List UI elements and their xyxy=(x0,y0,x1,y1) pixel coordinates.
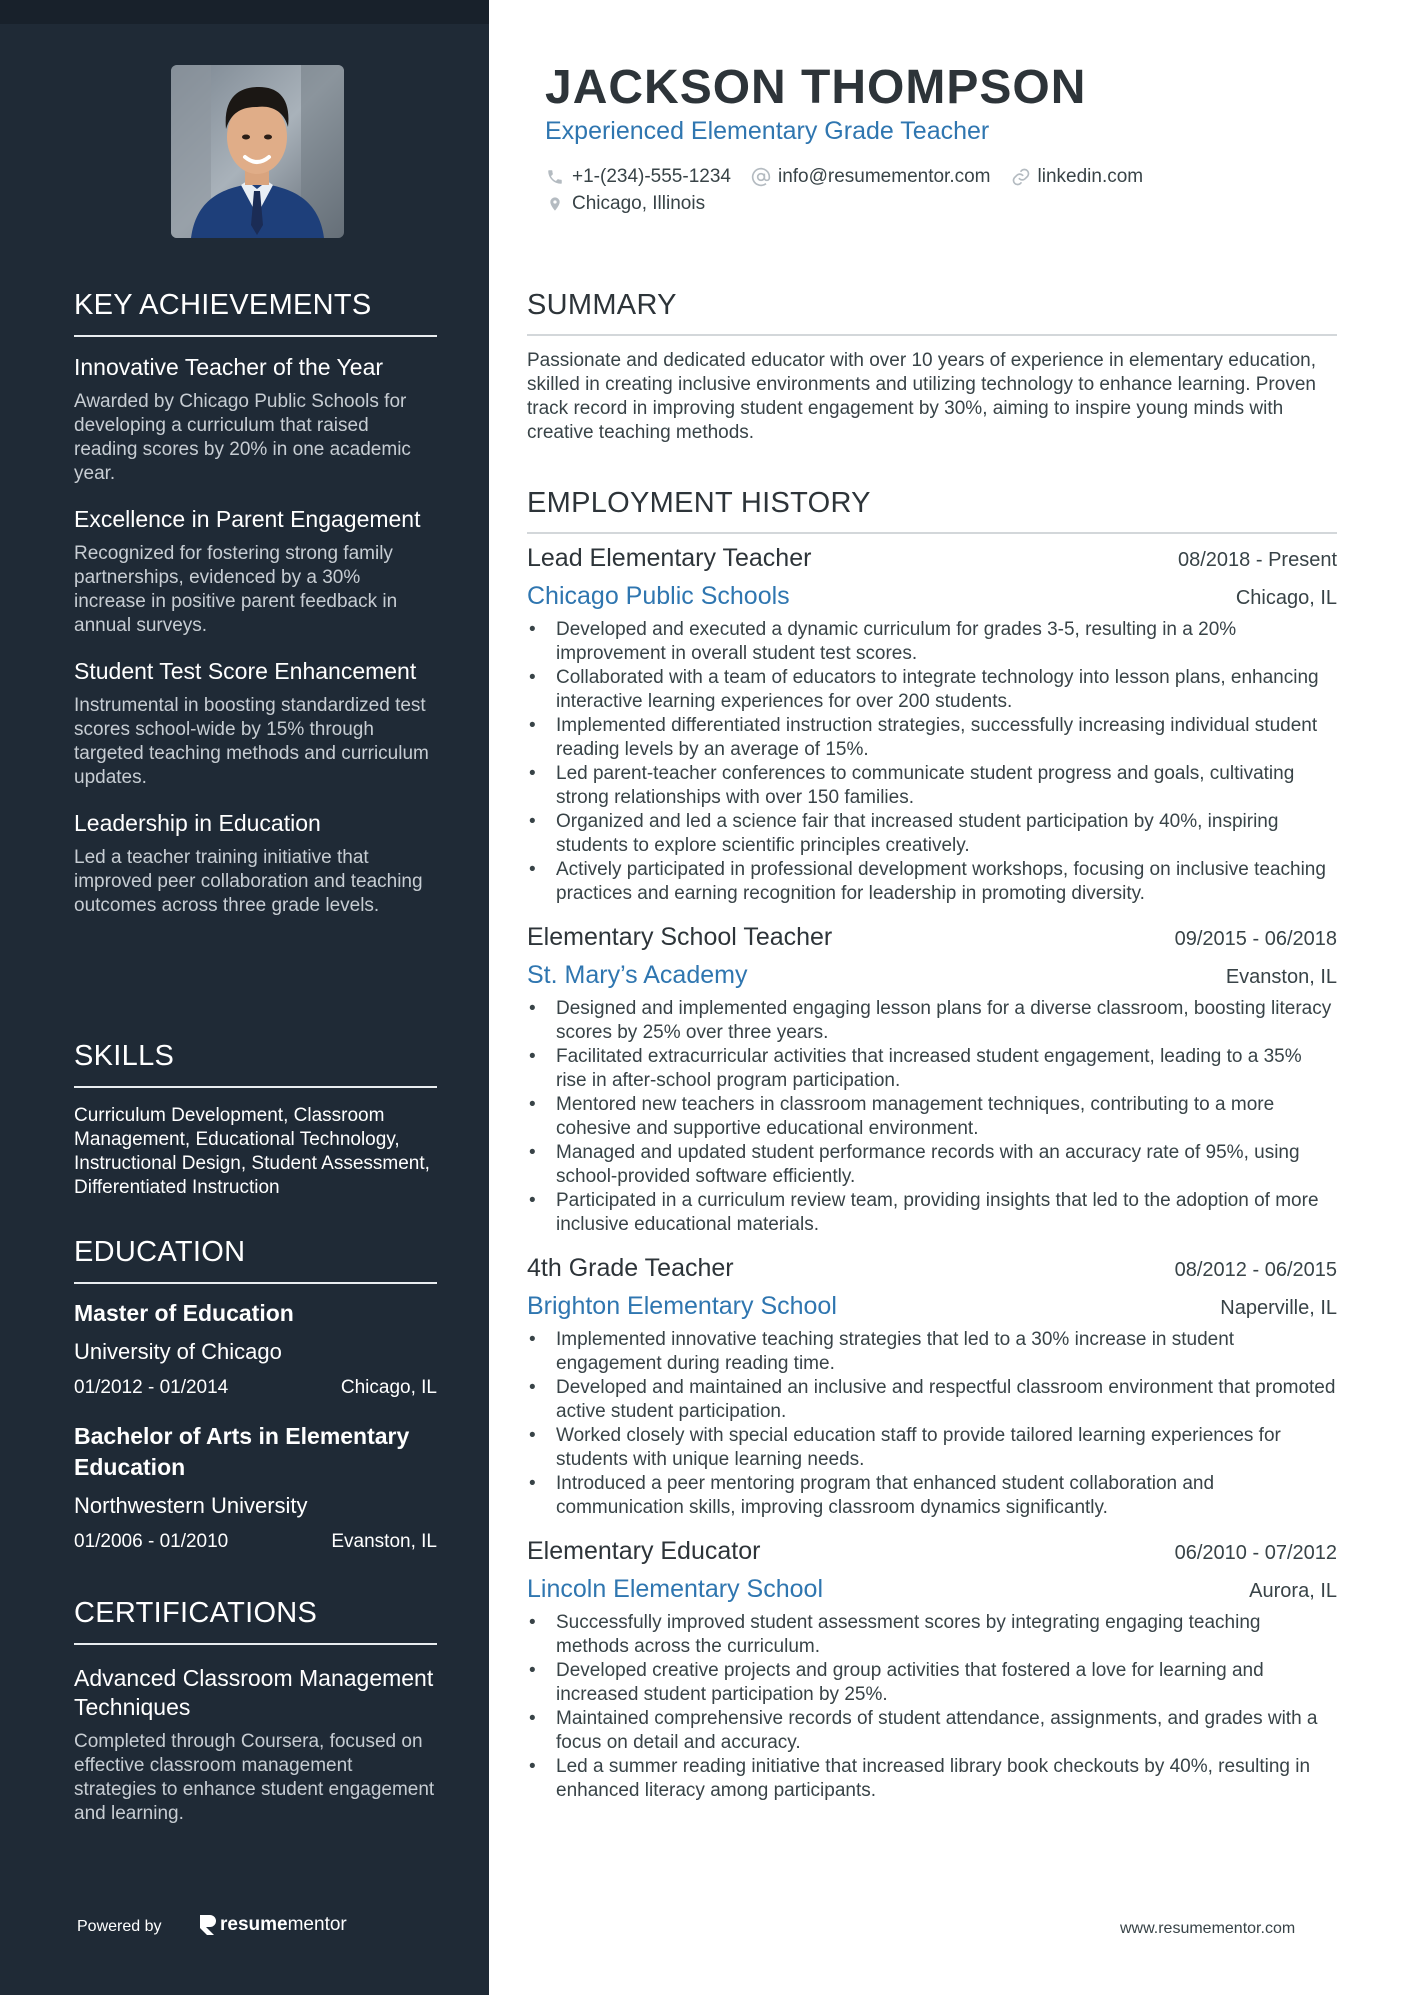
link-icon xyxy=(1011,167,1031,187)
job-bullet: • Implemented innovative teaching strategies that led to a 30% increase in student engagement during reading time. xyxy=(527,1328,1337,1376)
job-bullet: • Developed and maintained an inclusive and respectful classroom environment that promoted active student participation. xyxy=(527,1376,1337,1424)
skills-list: Curriculum Development, Classroom Management, Educational Technology, Instructional Design, Student Assessment, Differentiated Instruction xyxy=(74,1105,430,1198)
job-title: Lead Elementary Teacher xyxy=(527,544,812,572)
brand-bold: resume xyxy=(220,1914,288,1935)
job-dates: 06/2010 - 07/2012 xyxy=(1174,1542,1337,1564)
job-location: Chicago, IL xyxy=(1235,587,1337,609)
job-title: 4th Grade Teacher xyxy=(527,1254,734,1282)
job-bullet: • Facilitated extracurricular activities that increased student engagement, leading to a 35% rise in after-school program participation. xyxy=(527,1045,1337,1093)
job-dates: 08/2018 - Present xyxy=(1178,549,1337,571)
email-contact[interactable] xyxy=(751,166,991,188)
achievement-title: Excellence in Parent Engagement xyxy=(74,506,421,532)
job-bullets xyxy=(527,1328,1337,1520)
education-school: University of Chicago xyxy=(74,1339,282,1364)
job-bullet: • Managed and updated student performance records with an accuracy rate of 95%, using school-provided software efficiently. xyxy=(527,1141,1337,1189)
education-item xyxy=(74,1421,437,1553)
location-contact xyxy=(545,193,705,215)
sidebar xyxy=(0,0,489,1995)
job-bullet: • Worked closely with special education staff to provide tailored learning experiences for students with unique learning needs. xyxy=(527,1424,1337,1472)
resumementor-logo[interactable] xyxy=(198,1914,347,1936)
at-sign-icon xyxy=(751,167,771,187)
achievement-description: Instrumental in boosting standardized test scores school-wide by 15% through targeted teaching methods and curriculum updates. xyxy=(74,695,429,788)
job-entry xyxy=(527,544,1337,906)
employment-heading: EMPLOYMENT HISTORY xyxy=(527,487,1337,534)
certification-description: Completed through Coursera, focused on effective classroom management strategies to enhance student engagement and learning. xyxy=(74,1731,435,1824)
summary-section xyxy=(527,289,1337,445)
powered-by-label: Powered by xyxy=(77,1918,162,1935)
job-bullet: • Mentored new teachers in classroom management techniques, contributing to a more cohesive and supportive educational environment. xyxy=(527,1093,1337,1141)
job-bullets xyxy=(527,1611,1337,1803)
linkedin-text: linkedin.com xyxy=(1037,165,1144,187)
job-title: Elementary Educator xyxy=(527,1537,761,1565)
job-bullet: • Participated in a curriculum review team, providing insights that led to the adoption of more inclusive educational materials. xyxy=(527,1189,1337,1237)
job-company: Chicago Public Schools xyxy=(527,582,790,610)
education-section xyxy=(74,1236,437,1553)
achievement-description: Awarded by Chicago Public Schools for developing a curriculum that raised reading scores by 20% in one academic year. xyxy=(74,391,411,484)
skills-heading: SKILLS xyxy=(74,1040,437,1088)
job-bullets xyxy=(527,997,1337,1237)
job-bullet: • Developed creative projects and group activities that fostered a love for learning and increased student participation by 25%. xyxy=(527,1659,1337,1707)
key-achievements-heading: KEY ACHIEVEMENTS xyxy=(74,289,437,337)
education-degree: Bachelor of Arts in Elementary Education xyxy=(74,1423,410,1480)
phone-contact[interactable] xyxy=(545,166,731,188)
education-location: Evanston, IL xyxy=(331,1531,437,1552)
job-company: Brighton Elementary School xyxy=(527,1292,837,1320)
education-dates: 01/2012 - 01/2014 xyxy=(74,1377,229,1398)
education-dates: 01/2006 - 01/2010 xyxy=(74,1531,229,1552)
profile-photo-illustration xyxy=(171,65,344,238)
education-school: Northwestern University xyxy=(74,1493,308,1518)
job-bullet: • Developed and executed a dynamic curriculum for grades 3-5, resulting in a 20% improvement in overall student test scores. xyxy=(527,618,1337,666)
footer-website-link[interactable]: www.resumementor.com xyxy=(1120,1920,1296,1937)
candidate-name: JACKSON THOMPSON xyxy=(545,61,1087,114)
job-bullet: • Actively participated in professional development workshops, focusing on inclusive teaching practices and earning recognition for leadership in promoting diversity. xyxy=(527,858,1337,906)
job-bullet: • Introduced a peer mentoring program that enhanced student collaboration and communication skills, improving classroom dynamics significantly. xyxy=(527,1472,1337,1520)
education-item xyxy=(74,1298,437,1399)
skills-section xyxy=(74,1040,437,1200)
location-text: Chicago, Illinois xyxy=(572,192,706,214)
achievement-title: Leadership in Education xyxy=(74,810,321,836)
key-achievements-section xyxy=(74,289,437,918)
job-entry xyxy=(527,1254,1337,1520)
achievement-description: Led a teacher training initiative that improved peer collaboration and teaching outcomes across three grade levels. xyxy=(74,847,423,916)
education-heading: EDUCATION xyxy=(74,1236,437,1284)
phone-icon xyxy=(545,167,565,187)
achievement-title: Student Test Score Enhancement xyxy=(74,658,417,684)
certifications-section xyxy=(74,1597,437,1826)
job-location: Aurora, IL xyxy=(1249,1580,1337,1602)
email-text: info@resumementor.com xyxy=(777,165,991,187)
sidebar-top-band xyxy=(0,0,489,24)
education-location: Chicago, IL xyxy=(340,1377,437,1398)
job-dates: 08/2012 - 06/2015 xyxy=(1174,1259,1337,1281)
job-bullet: • Successfully improved student assessment scores by integrating engaging teaching methods across the curriculum. xyxy=(527,1611,1337,1659)
job-entry xyxy=(527,923,1337,1237)
candidate-role: Experienced Elementary Grade Teacher xyxy=(545,117,990,145)
achievement-title: Innovative Teacher of the Year xyxy=(74,354,384,380)
achievement-item xyxy=(74,353,437,486)
education-meta xyxy=(74,1377,437,1399)
profile-photo xyxy=(171,65,344,238)
achievement-description: Recognized for fostering strong family partnerships, evidenced by a 30% increase in positive parent feedback in annual surveys. xyxy=(74,543,398,636)
achievement-item xyxy=(74,657,437,790)
job-bullet: • Collaborated with a team of educators to integrate technology into lesson plans, enhancing interactive learning experiences for over 200 students. xyxy=(527,666,1337,714)
certification-item xyxy=(74,1664,437,1826)
linkedin-contact[interactable] xyxy=(1011,166,1144,188)
job-bullet: • Organized and led a science fair that increased student participation by 40%, inspiring students to explore scientific principles creatively. xyxy=(527,810,1337,858)
certification-title: Advanced Classroom Management Techniques xyxy=(74,1665,434,1720)
job-company: Lincoln Elementary School xyxy=(527,1575,823,1603)
achievement-item xyxy=(74,809,437,918)
education-degree: Master of Education xyxy=(74,1300,294,1326)
education-meta xyxy=(74,1531,437,1553)
summary-text: Passionate and dedicated educator with over 10 years of experience in elementary education, skilled in creating inclusive environments and utilizing technology to enhance learning. Proven track record in improving student engagement by 30%, aiming to inspire young minds with creative teaching methods. xyxy=(527,350,1316,443)
map-pin-icon xyxy=(545,194,565,214)
job-bullet: • Maintained comprehensive records of student attendance, assignments, and grades with a focus on detail and accuracy. xyxy=(527,1707,1337,1755)
achievement-item xyxy=(74,505,437,638)
certifications-heading: CERTIFICATIONS xyxy=(74,1597,437,1645)
job-bullet: • Led parent-teacher conferences to communicate student progress and goals, cultivating strong relationships with over 150 families. xyxy=(527,762,1337,810)
job-bullet: • Implemented differentiated instruction strategies, successfully increasing individual student reading levels by an average of 15%. xyxy=(527,714,1337,762)
job-location: Evanston, IL xyxy=(1225,966,1337,988)
job-bullets xyxy=(527,618,1337,906)
job-title: Elementary School Teacher xyxy=(527,923,833,951)
brand-light: mentor xyxy=(287,1914,347,1935)
phone-text: +1-(234)-555-1234 xyxy=(572,165,731,187)
employment-section xyxy=(527,487,1337,1803)
job-entry xyxy=(527,1537,1337,1803)
achievements-list xyxy=(74,353,437,918)
contact-info xyxy=(545,163,1163,217)
job-company: St. Mary’s Academy xyxy=(527,961,748,989)
resumementor-logo-icon xyxy=(198,1915,216,1935)
summary-heading: SUMMARY xyxy=(527,289,1337,336)
job-bullet: • Led a summer reading initiative that increased library book checkouts by 40%, resulting in enhanced literacy among participants. xyxy=(527,1755,1337,1803)
job-bullet: • Designed and implemented engaging lesson plans for a diverse classroom, boosting literacy scores by 25% over three years. xyxy=(527,997,1337,1045)
job-dates: 09/2015 - 06/2018 xyxy=(1174,928,1337,950)
job-location: Naperville, IL xyxy=(1220,1297,1337,1319)
